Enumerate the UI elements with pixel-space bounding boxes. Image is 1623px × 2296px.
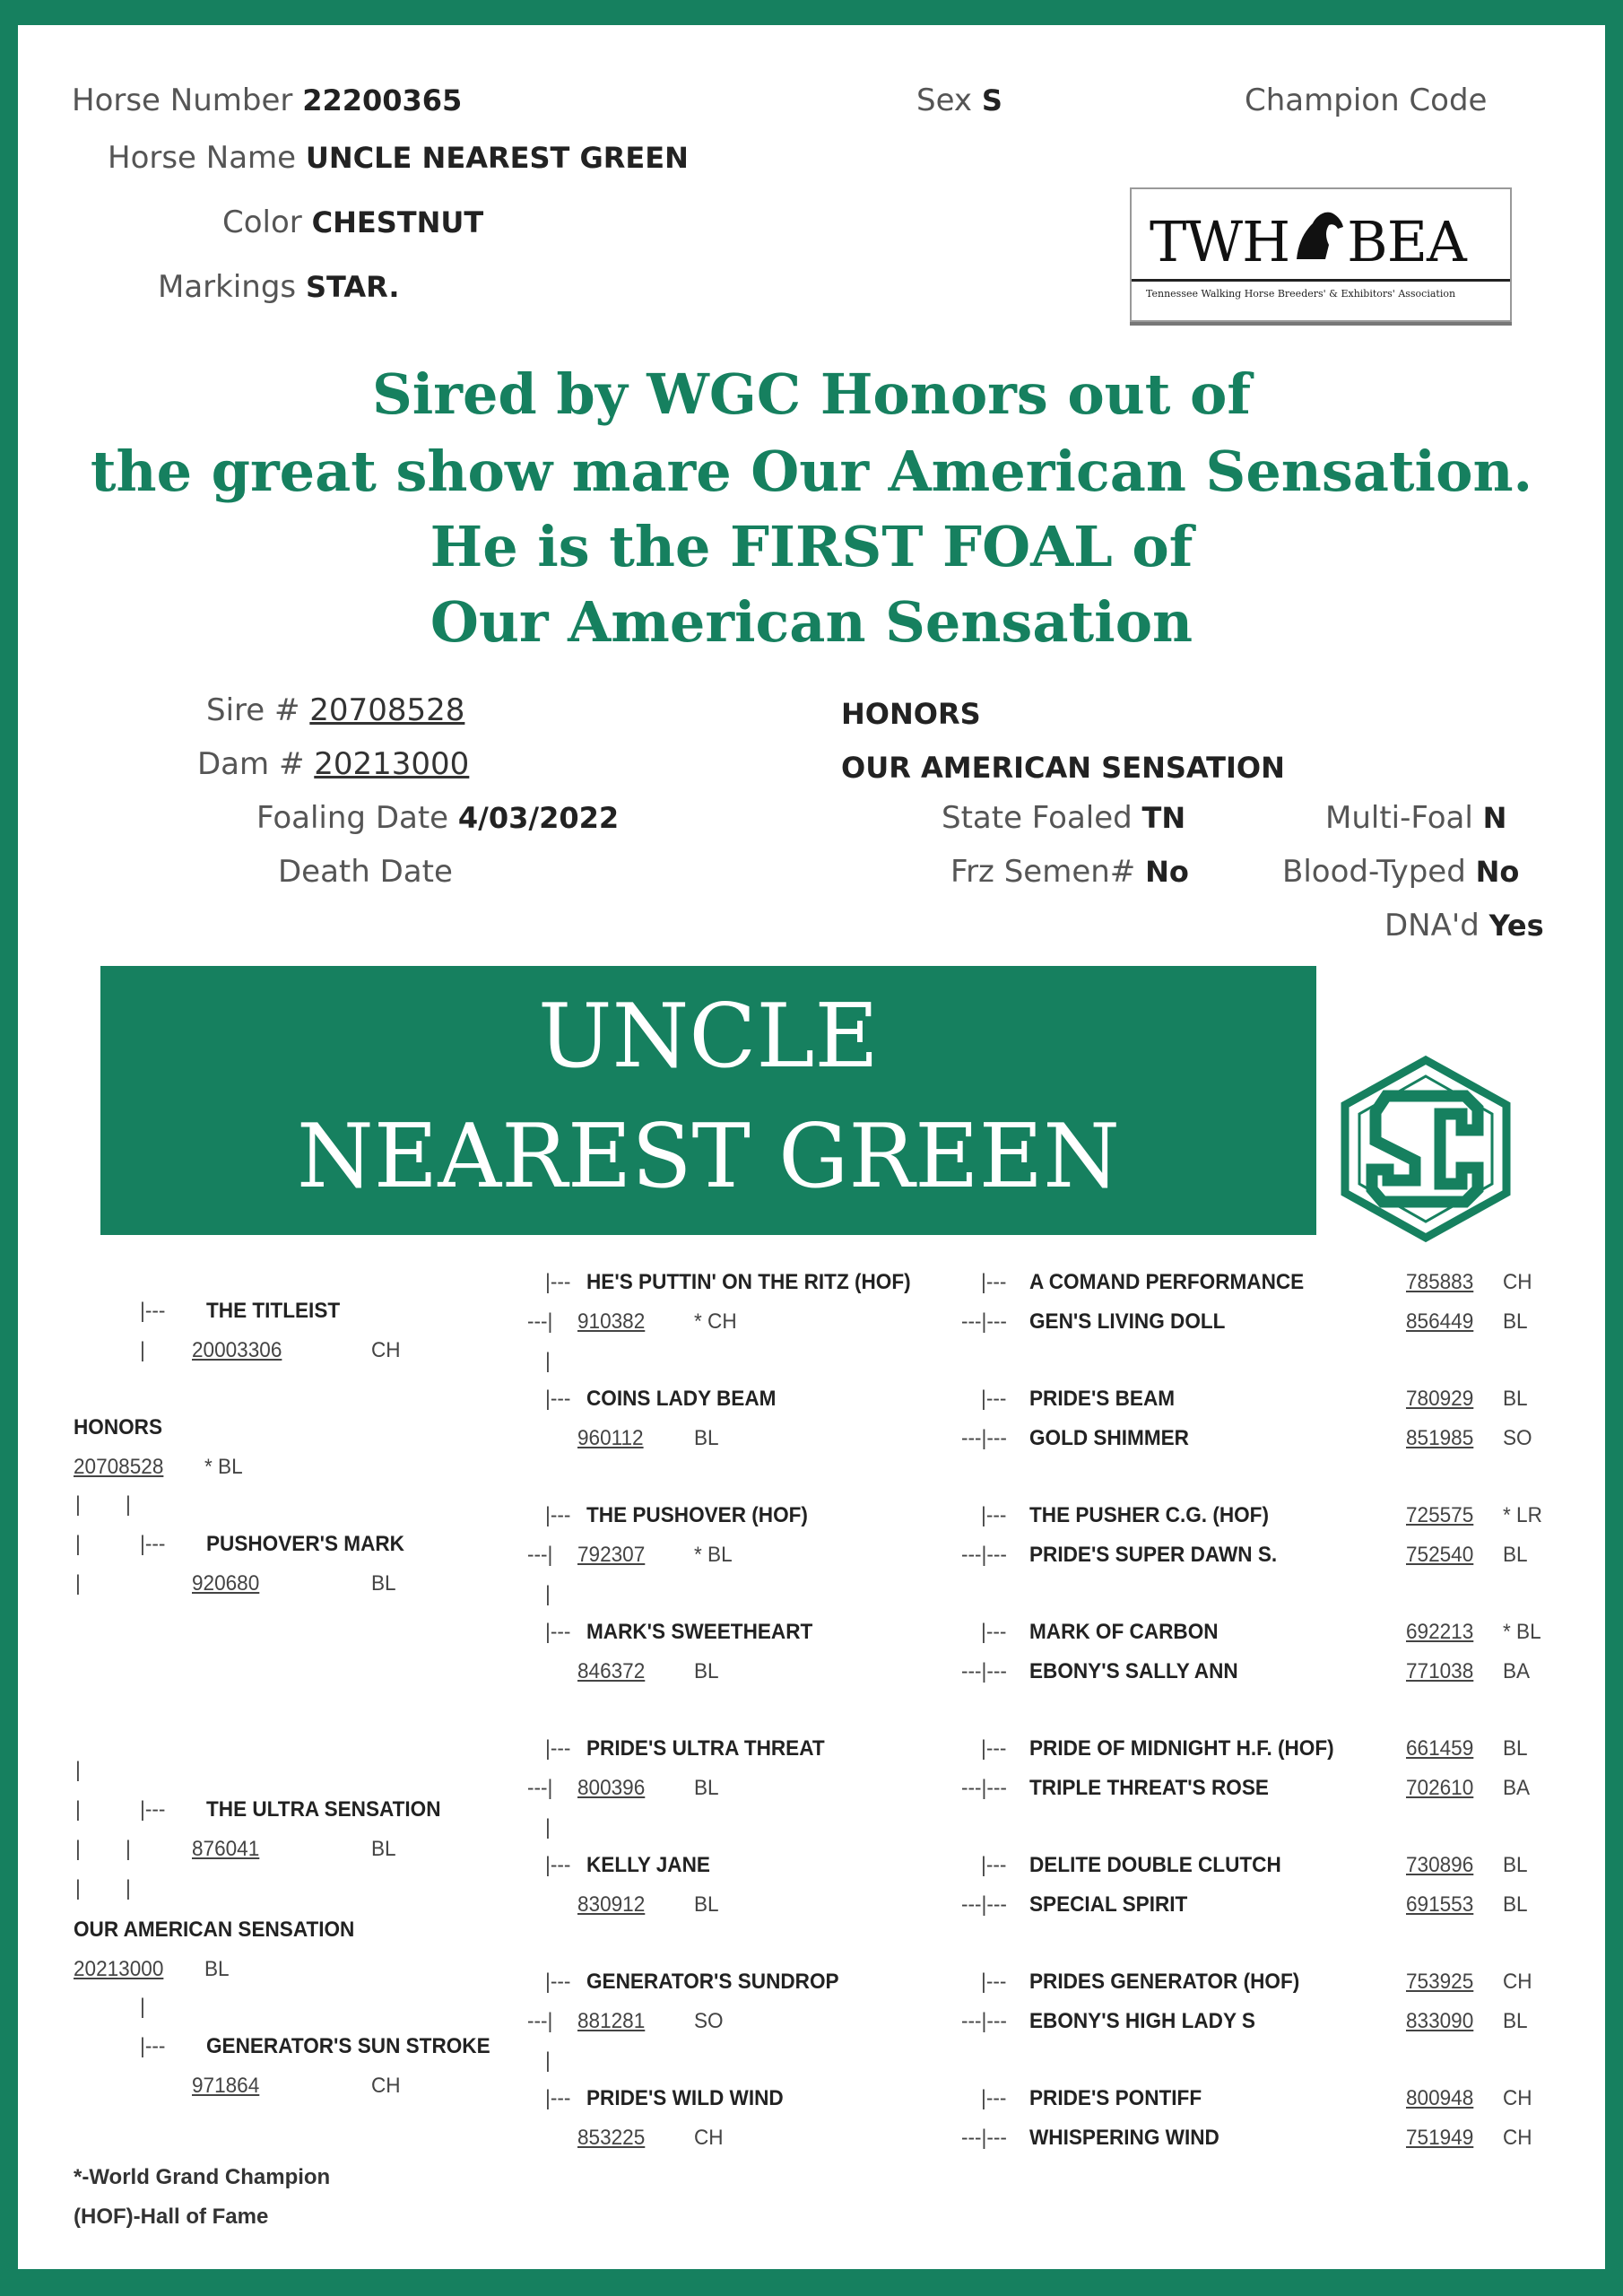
- connector: ---|---: [961, 1426, 1007, 1450]
- dam-number-link[interactable]: 20213000: [314, 746, 470, 782]
- pedigree-code: * BL: [694, 1543, 733, 1567]
- pedigree-sheet: [18, 25, 1605, 2269]
- pedigree-code: BL: [1503, 1309, 1528, 1334]
- tagline-line-2: the great show mare Our American Sensation.: [90, 439, 1533, 504]
- foaling-date-row: Foaling Date 4/03/2022: [256, 800, 620, 836]
- pedigree-number-link[interactable]: 800948: [1406, 2086, 1474, 2110]
- legend-hof: (HOF)-Hall of Fame: [74, 2205, 269, 2229]
- pedigree-col3-name: PRIDE'S PONTIFF: [1029, 2086, 1202, 2110]
- legend-wgc: *-World Grand Champion: [74, 2165, 331, 2189]
- pedigree-sire-sire: THE TITLEIST: [206, 1299, 341, 1323]
- pedigree-number-link[interactable]: 971864: [192, 2074, 260, 2098]
- pedigree-dam-dam: GENERATOR'S SUN STROKE: [206, 2034, 490, 2058]
- pedigree-number-link[interactable]: 876041: [192, 1837, 260, 1861]
- connector: |: [140, 1995, 145, 2019]
- pedigree-code: * BL: [1503, 1620, 1541, 1644]
- pedigree-code: CH: [1503, 1270, 1532, 1294]
- pedigree-dam: OUR AMERICAN SENSATION: [74, 1918, 355, 1942]
- multi-foal-value: N: [1482, 801, 1507, 835]
- pedigree-code: * LR: [1503, 1503, 1542, 1527]
- pedigree-number-link[interactable]: 725575: [1406, 1503, 1474, 1527]
- pedigree-col3-name: EBONY'S SALLY ANN: [1029, 1659, 1238, 1683]
- pedigree-code: CH: [1503, 1970, 1532, 1994]
- horse-name-value: UNCLE NEAREST GREEN: [305, 141, 689, 175]
- connector: |---: [981, 1270, 1007, 1294]
- pedigree-number-link[interactable]: 692213: [1406, 1620, 1474, 1644]
- connector: | |: [75, 1837, 131, 1861]
- connector: |---: [981, 1970, 1007, 1994]
- pedigree-col2-name: HE'S PUTTIN' ON THE RITZ (HOF): [586, 1270, 911, 1294]
- pedigree-number-link[interactable]: 960112: [577, 1426, 644, 1450]
- name-banner: [100, 966, 1316, 1235]
- connector: |: [75, 1571, 81, 1596]
- connector: |---: [981, 1853, 1007, 1877]
- pedigree-number-link[interactable]: 771038: [1406, 1659, 1474, 1683]
- connector: |---: [140, 1532, 166, 1556]
- horse-number-row: Horse Number 22200365: [72, 83, 463, 118]
- logo-rule: [1132, 279, 1510, 282]
- state-foaled-value: TN: [1141, 801, 1186, 835]
- markings-value: STAR.: [305, 270, 400, 304]
- banner-line-2: NEAREST GREEN: [297, 1106, 1120, 1208]
- connector: |: [140, 1338, 145, 1362]
- state-foaled-row: State Foaled TN: [942, 800, 1186, 836]
- pedigree-number-link[interactable]: 920680: [192, 1571, 260, 1596]
- pedigree-code: BL: [694, 1892, 719, 1917]
- pedigree-col2-name: THE PUSHOVER (HOF): [586, 1503, 808, 1527]
- pedigree-number-link[interactable]: 20213000: [74, 1957, 164, 1981]
- connector: |---: [545, 1736, 571, 1761]
- sire-row: Sire # 20708528: [206, 692, 465, 728]
- pedigree-code: BL: [1503, 1736, 1528, 1761]
- dam-name: OUR AMERICAN SENSATION: [841, 751, 1285, 785]
- blood-typed-value: No: [1475, 855, 1520, 889]
- connector: |---: [545, 1387, 571, 1411]
- pedigree-code: SO: [1503, 1426, 1532, 1450]
- connector: |: [545, 1815, 551, 1839]
- pedigree-code: * CH: [694, 1309, 737, 1334]
- connector: |---: [981, 1736, 1007, 1761]
- pedigree-number-link[interactable]: 881281: [577, 2009, 646, 2033]
- markings-row: Markings STAR.: [158, 269, 400, 305]
- connector: |---: [981, 1503, 1007, 1527]
- pedigree-sire: HONORS: [74, 1415, 163, 1439]
- pedigree-code: BL: [371, 1837, 396, 1861]
- horse-head-icon: [1289, 207, 1347, 274]
- pedigree-col3-name: GEN'S LIVING DOLL: [1029, 1309, 1226, 1334]
- pedigree-code: BL: [694, 1426, 719, 1450]
- pedigree-number-link[interactable]: 752540: [1406, 1543, 1474, 1567]
- banner-line-1: UNCLE: [538, 986, 879, 1088]
- connector: ---|: [527, 1309, 553, 1334]
- multi-foal-row: Multi-Foal N: [1325, 800, 1507, 836]
- connector: ---|---: [961, 1543, 1007, 1567]
- pedigree-number-link[interactable]: 846372: [577, 1659, 646, 1683]
- pedigree-number-link[interactable]: 702610: [1406, 1776, 1474, 1800]
- sc-emblem-icon: [1336, 1055, 1515, 1243]
- pedigree-code: SO: [694, 2009, 724, 2033]
- connector: |---: [981, 1620, 1007, 1644]
- dna-value: Yes: [1488, 909, 1544, 943]
- connector: |---: [545, 2086, 571, 2110]
- horse-number-value: 22200365: [302, 83, 463, 117]
- pedigree-col3-name: A COMAND PERFORMANCE: [1029, 1270, 1305, 1294]
- pedigree-col3-name: PRIDES GENERATOR (HOF): [1029, 1970, 1300, 1994]
- frz-semen-value: No: [1145, 855, 1189, 889]
- pedigree-number-link[interactable]: 851985: [1406, 1426, 1474, 1450]
- blood-typed-row: Blood-Typed No: [1282, 854, 1520, 890]
- dna-row: DNA'd Yes: [1384, 908, 1544, 944]
- pedigree-col3-name: DELITE DOUBLE CLUTCH: [1029, 1853, 1281, 1877]
- pedigree-code: BL: [371, 1571, 396, 1596]
- sex-row: Sex S: [916, 83, 1002, 118]
- pedigree-col3-name: THE PUSHER C.G. (HOF): [1029, 1503, 1269, 1527]
- pedigree-col3-name: PRIDE'S BEAM: [1029, 1387, 1176, 1411]
- pedigree-col2-name: GENERATOR'S SUNDROP: [586, 1970, 839, 1994]
- connector: |---: [545, 1270, 571, 1294]
- pedigree-col2-name: PRIDE'S ULTRA THREAT: [586, 1736, 825, 1761]
- pedigree-dam-sire: THE ULTRA SENSATION: [206, 1797, 441, 1822]
- pedigree-number-link[interactable]: 833090: [1406, 2009, 1474, 2033]
- connector: |: [75, 1758, 81, 1782]
- pedigree-col2-name: MARK'S SWEETHEART: [586, 1620, 813, 1644]
- frz-semen-row: Frz Semen# No: [950, 854, 1189, 890]
- horse-name-row: Horse Name UNCLE NEAREST GREEN: [108, 140, 689, 176]
- sire-number-link[interactable]: 20708528: [309, 692, 465, 728]
- pedigree-code: BL: [204, 1957, 230, 1981]
- tagline-line-4: Our American Sensation: [430, 589, 1193, 655]
- death-date-label: Death Date: [278, 854, 453, 890]
- dam-row: Dam # 20213000: [197, 746, 470, 782]
- pedigree-number-link[interactable]: 730896: [1406, 1853, 1474, 1877]
- pedigree-code: BL: [1503, 1853, 1528, 1877]
- pedigree-number-link[interactable]: 856449: [1406, 1309, 1474, 1334]
- connector: ---|: [527, 1543, 553, 1567]
- pedigree-number-link[interactable]: 753925: [1406, 1970, 1474, 1994]
- pedigree-number-link[interactable]: 853225: [577, 2126, 646, 2150]
- tagline-line-3: He is the FIRST FOAL of: [430, 514, 1193, 579]
- pedigree-code: CH: [1503, 2126, 1532, 2150]
- pedigree-code: CH: [371, 2074, 401, 2098]
- connector: |---: [545, 1970, 571, 1994]
- pedigree-number-link[interactable]: 661459: [1406, 1736, 1474, 1761]
- pedigree-number-link[interactable]: 780929: [1406, 1387, 1474, 1411]
- pedigree-col3-name: WHISPERING WIND: [1029, 2126, 1219, 2150]
- foaling-date-value: 4/03/2022: [457, 801, 620, 835]
- pedigree-number-link[interactable]: 20708528: [74, 1455, 164, 1479]
- pedigree-code: BL: [1503, 1543, 1528, 1567]
- connector: |: [545, 1349, 551, 1373]
- connector: |: [545, 2048, 551, 2073]
- connector: |: [545, 1582, 551, 1606]
- pedigree-code: CH: [694, 2126, 724, 2150]
- pedigree-col2-name: COINS LADY BEAM: [586, 1387, 777, 1411]
- pedigree-code: CH: [1503, 2086, 1532, 2110]
- connector: ---|---: [961, 1659, 1007, 1683]
- pedigree-col2-name: PRIDE'S WILD WIND: [586, 2086, 784, 2110]
- connector: ---|---: [961, 1776, 1007, 1800]
- pedigree-col3-name: GOLD SHIMMER: [1029, 1426, 1189, 1450]
- pedigree-number-link[interactable]: 830912: [577, 1892, 646, 1917]
- connector: ---|: [527, 1776, 553, 1800]
- pedigree-code: BA: [1503, 1776, 1531, 1800]
- connector: ---|: [527, 2009, 553, 2033]
- pedigree-col3-name: MARK OF CARBON: [1029, 1620, 1219, 1644]
- sex-value: S: [981, 83, 1002, 117]
- pedigree-col3-name: PRIDE OF MIDNIGHT H.F. (HOF): [1029, 1736, 1334, 1761]
- pedigree-code: * BL: [204, 1455, 243, 1479]
- connector: ---|---: [961, 2009, 1007, 2033]
- connector: | |: [75, 1876, 131, 1900]
- connector: |---: [545, 1620, 571, 1644]
- connector: ---|---: [961, 2126, 1007, 2150]
- pedigree-number-link[interactable]: 792307: [577, 1543, 646, 1567]
- pedigree-code: BL: [694, 1776, 719, 1800]
- pedigree-col3-name: SPECIAL SPIRIT: [1029, 1892, 1188, 1917]
- pedigree-code: BL: [1503, 1387, 1528, 1411]
- color-value: CHESTNUT: [311, 205, 484, 239]
- pedigree-number-link[interactable]: 751949: [1406, 2126, 1474, 2150]
- champion-code-label: Champion Code: [1245, 83, 1488, 118]
- pedigree-code: BL: [1503, 2009, 1528, 2033]
- pedigree-number-link[interactable]: 785883: [1406, 1270, 1474, 1294]
- pedigree-code: BL: [694, 1659, 719, 1683]
- connector: |: [75, 1532, 81, 1556]
- twhbea-logo: TWH BEA Tennessee Walking Horse Breeders' & Exhibitors' Association: [1130, 187, 1512, 322]
- pedigree-code: CH: [371, 1338, 401, 1362]
- connector: |---: [140, 2034, 166, 2058]
- logo-subtitle: Tennessee Walking Horse Breeders' & Exhibitors' Association: [1146, 288, 1456, 300]
- pedigree-number-link[interactable]: 691553: [1406, 1892, 1474, 1917]
- pedigree-col2-name: KELLY JANE: [586, 1853, 710, 1877]
- sire-name: HONORS: [841, 697, 981, 731]
- tagline-line-1: Sired by WGC Honors out of: [371, 361, 1252, 427]
- connector: |---: [545, 1853, 571, 1877]
- pedigree-code: BL: [1503, 1892, 1528, 1917]
- connector: |: [75, 1797, 81, 1822]
- pedigree-code: BA: [1503, 1659, 1531, 1683]
- connector: |---: [140, 1797, 166, 1822]
- pedigree-number-link[interactable]: 800396: [577, 1776, 646, 1800]
- pedigree-sire-dam: PUSHOVER'S MARK: [206, 1532, 404, 1556]
- pedigree-number-link[interactable]: 910382: [577, 1309, 646, 1334]
- color-row: Color CHESTNUT: [222, 204, 484, 240]
- connector: ---|---: [961, 1309, 1007, 1334]
- pedigree-col3-name: EBONY'S HIGH LADY S: [1029, 2009, 1255, 2033]
- connector: | |: [75, 1492, 131, 1517]
- connector: |---: [981, 1387, 1007, 1411]
- connector: |---: [545, 1503, 571, 1527]
- pedigree-number-link[interactable]: 20003306: [192, 1338, 282, 1362]
- pedigree-col3-name: PRIDE'S SUPER DAWN S.: [1029, 1543, 1278, 1567]
- connector: |---: [140, 1299, 166, 1323]
- connector: |---: [981, 2086, 1007, 2110]
- connector: ---|---: [961, 1892, 1007, 1917]
- pedigree-col3-name: TRIPLE THREAT'S ROSE: [1029, 1776, 1269, 1800]
